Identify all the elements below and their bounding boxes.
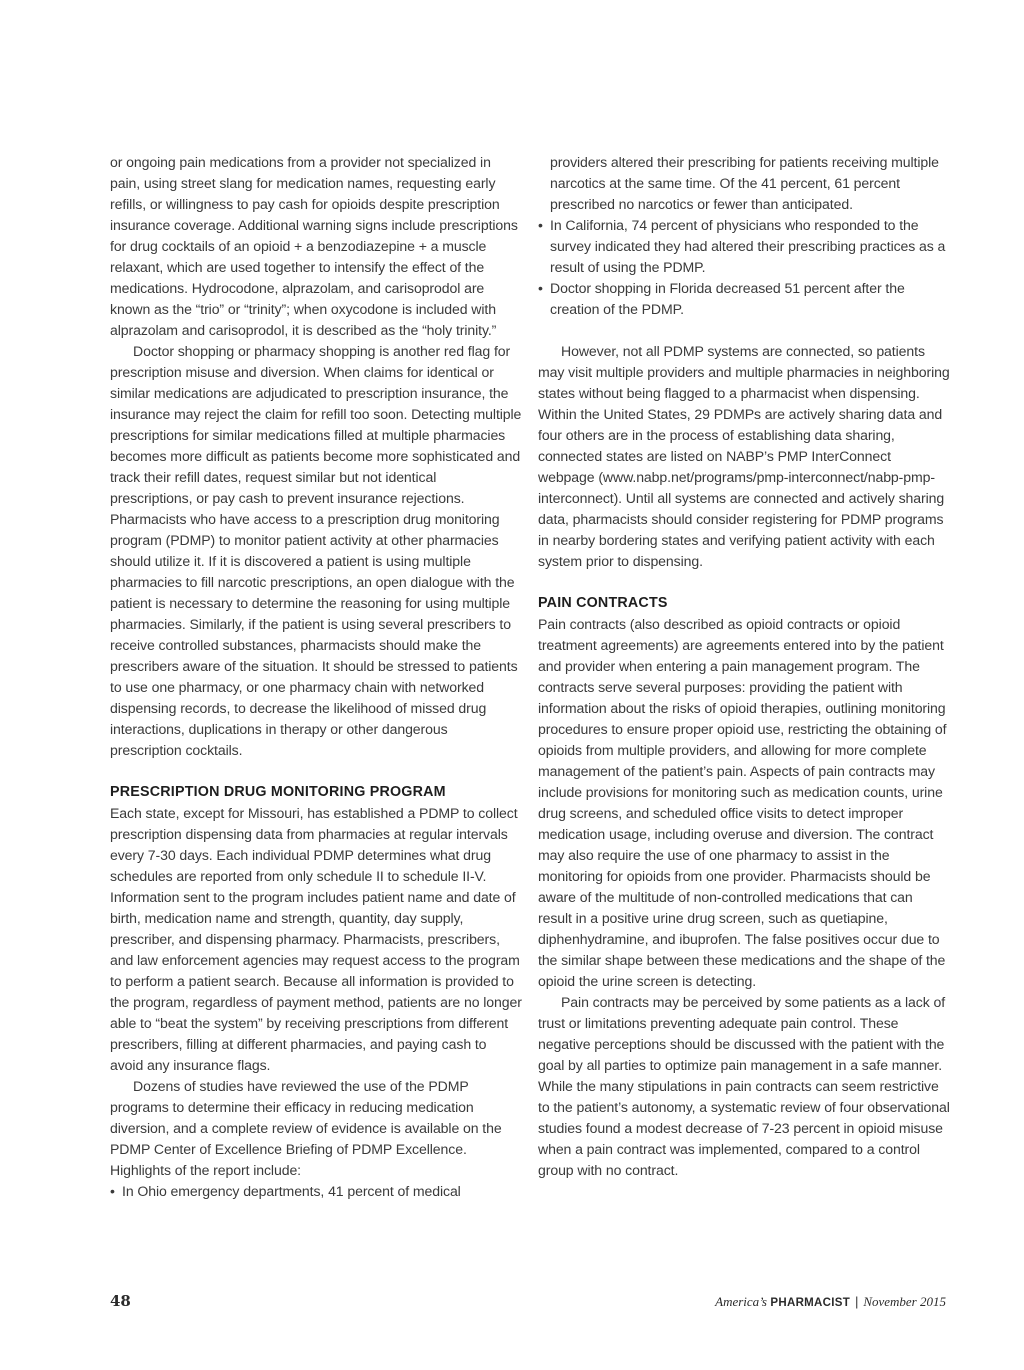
highlights-list [538,215,950,320]
list-item-continuation: providers altered their prescribing for patients receiving multiple narcotics at the same time. Of the 41 percent, 61 percent prescribed no narcotics or fewer than anticipated. [550,154,939,212]
page-number: 48 [110,1292,131,1310]
list-item: • In Ohio emergency departments, 41 percent of medical [110,1181,522,1202]
list-item: • In California, 74 percent of physicians who responded to the survey indicated they had altered their prescribing practices as a result of using the PDMP. [538,215,950,278]
paragraph: However, not all PDMP systems are connected, so patients may visit multiple providers and multiple pharmacies in neighboring states without being flagged to a pharmacist when dispensing. Within the United States, 29 PDMPs are actively sharing data and four others are in the process of establishing data sharing, connected states are listed on NABP’s PMP InterConnect webpage (www.nabp.net/programs/pmp-interconnect/nabp-pmp-interconnect). Until all systems are connected and actively sharing data, pharmacists should consider registering for PDMP programs in nearby bordering states and verifying patient activity with each system prior to dispensing. [538,343,950,569]
footer-separator: | [855,1295,859,1309]
highlights-list [110,1181,522,1202]
section-heading-pain-contracts: PAIN CONTRACTS [538,595,668,611]
right-column [538,152,950,1181]
running-footer [715,1294,946,1310]
paragraph: Pain contracts (also described as opioid contracts or opioid treatment agreements) are agreements entered into by the patient and provider when entering a pain management program. The contracts serve several purposes: providing the patient with information about the risks of opioid therapies, outlining monitoring procedures to ensure proper opioid use, restricting the obtaining of opioids from multiple providers, and allowing for more complete management of the patient’s pain. Aspects of pain contracts may include provisions for monitoring such as medication counts, urine drug screens, and scheduled office visits to detect improper medication usage, including overuse and diversion. The contract may also require the use of one pharmacy to assist in the monitoring for opioids from one provider. Pharmacists should be aware of the multitude of non-controlled medications that can result in a positive urine drug screen, such as quetiapine, diphenhydramine, and ibuprofen. The false positives occur due to the similar shape between these medications and the shape of the opioid the urine screen is detecting. [538,616,947,989]
magazine-prefix: America’s [715,1294,767,1309]
left-column [110,152,522,1202]
paragraph: Doctor shopping or pharmacy shopping is another red flag for prescription misuse and diversion. When claims for identical or similar medications are adjudicated to prescription insurance, the insurance may reject the claim for refill too soon. Detecting multiple prescriptions for similar medications filled at multiple pharmacies becomes more difficult as patients become more sophisticated and track their refill dates, request similar but not identical prescriptions, or pay cash to prevent insurance rejections. Pharmacists who have access to a prescription drug monitoring program (PDMP) to monitor patient activity at other pharmacies should utilize it. If it is discovered a patient is using multiple pharmacies to fill narcotic prescriptions, an open dialogue with the patient is necessary to determine the reasoning for using multiple pharmacies. Similarly, if the patient is using several prescribers to receive controlled substances, pharmacists should make the prescribers aware of the situation. It should be stressed to patients to use one pharmacy, or one pharmacy chain with networked dispensing records, to decrease the likelihood of missed drug interactions, duplications in therapy or other dangerous prescription cocktails. [110,343,522,758]
magazine-name: PHARMACIST [770,1297,851,1309]
section-heading-pdmp: PRESCRIPTION DRUG MONITORING PROGRAM [110,784,446,800]
paragraph: Each state, except for Missouri, has established a PDMP to collect prescription dispensing data from pharmacies at regular intervals every 7-30 days. Each individual PDMP determines what drug schedules are reported from only schedule II to schedule II-V. Information sent to the program includes patient name and date of birth, medication name and strength, quantity, day supply, prescriber, and dispensing pharmacy. Pharmacists, prescribers, and law enforcement agencies may request access to the program to perform a patient search. Because all information is provided to the program, regardless of payment method, patients are no longer able to “beat the system” by receiving prescriptions from different prescribers, filling at different pharmacies, and paying cash to avoid any insurance flags. [110,805,522,1073]
paragraph: Dozens of studies have reviewed the use of the PDMP programs to determine their efficacy in reducing medication diversion, and a complete review of evidence is available on the PDMP Center of Excellence Briefing of PDMP Excellence. Highlights of the report include: [110,1078,502,1178]
paragraph: Pain contracts may be perceived by some patients as a lack of trust or limitations preventing adequate pain control. These negative perceptions should be discussed with the patient with the goal by all parties to optimize pain management in a safe manner. While the many stipulations in pain contracts can seem restrictive to the patient’s autonomy, a systematic review of four observational studies found a modest decrease of 7-23 percent in opioid misuse when a pain contract was implemented, compared to a control group with no contract. [538,994,950,1178]
list-item: • Doctor shopping in Florida decreased 51 percent after the creation of the PDMP. [538,278,950,320]
paragraph: or ongoing pain medications from a provider not specialized in pain, using street slang for medication names, requesting early refills, or willingness to pay cash for opioids despite prescription insurance coverage. Additional warning signs include prescriptions for drug cocktails of an opioid + a benzodiazepine + a muscle relaxant, which are used together to intensify the effect of the medications. Hydrocodone, alprazolam, and carisoprodol are known as the “trio” or “trinity”; when oxycodone is included with alprazolam and carisoprodol, it is described as the “holy trinity.” [110,154,518,338]
issue-date: November 2015 [863,1294,946,1309]
